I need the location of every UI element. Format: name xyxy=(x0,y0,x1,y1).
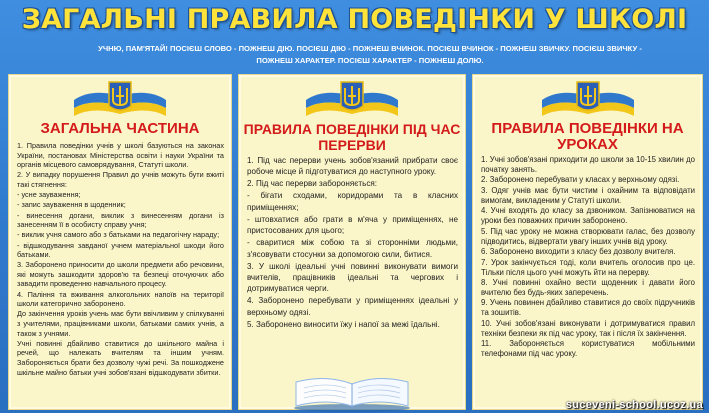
rule-item: 3. Одяг учнів має бути чистим і охайним та відповідати вимогам, викладеним у Статуті школи. xyxy=(481,185,695,205)
rule-item: 4. Заборонено перебувати у приміщеннях ідеальні у верхньому одязі. xyxy=(247,296,458,317)
panel-text xyxy=(17,141,224,378)
panel-title: ЗАГАЛЬНА ЧАСТИНА xyxy=(40,120,200,137)
trident-coat-of-arms-icon xyxy=(72,78,168,118)
rule-item: - сваритися між собою та зі сторонніми людьми, з'ясовувати стосунки за допомогою сили, битися. xyxy=(247,238,458,259)
rule-item: - відшкодування завданої учнем матеріальної шкоди його батьками. xyxy=(17,240,224,260)
panel-general xyxy=(8,74,232,410)
panel-text xyxy=(247,155,458,331)
rule-item: 9. Учень повинен дбайливо ставитися до своїх підручників та зошитів. xyxy=(481,298,695,318)
rule-item: 3. Заборонено приносити до школи предмети або речовини, які можуть зашкодити здоров'ю та безпеці оточуючих або завадити проведенню навчального процесу. xyxy=(17,260,224,289)
rule-item: 4. Учні входять до класу за дзвоником. Запізнюватися на уроки без поважних причин заборонено. xyxy=(481,206,695,226)
rule-item: 2. Заборонено перебувати у класах у верхньому одязі. xyxy=(481,175,680,185)
panel-title: ПРАВИЛА ПОВЕДІНКИ НА УРОКАХ xyxy=(491,120,684,153)
rule-item: - бігати сходами, коридорами та в класних приміщеннях; xyxy=(247,191,458,212)
rule-item: - виклик учня самого або з батьками на педагогічну нараду; xyxy=(17,230,220,240)
panel-title: ПРАВИЛА ПОВЕДІНКИ ПІД ЧАС ПЕРЕРВИ xyxy=(243,121,461,153)
rule-item: - винесення догани, виклик з винесенням догани із занесенням її в особисту справу учня; xyxy=(17,210,224,230)
rule-item: 2. Під час перерви забороняється: xyxy=(247,179,377,189)
rule-item: - запис зауваження в щоденник; xyxy=(17,200,126,210)
rule-item: 6. Заборонено виходити з класу без дозволу вчителя. xyxy=(481,247,676,257)
rule-item: 5. Під час уроку не можна створювати галас, без дозволу підводитись, відвертати увагу інших учнів від уроку. xyxy=(481,226,695,246)
panel-lessons xyxy=(472,74,703,410)
rule-item: До закінчення уроків учень має бути ввічливим у спілкуванні з учителями, працівниками школи, батьками самих учнів, а також з учнями. xyxy=(17,309,224,338)
rule-item: 1. Правила поведінки учнів у школі базуються на законах України, постановах Міністерства освіти і науки України та органів місцевого самоврядування, Статуті школи. xyxy=(17,141,224,170)
trident-coat-of-arms-icon xyxy=(540,78,636,118)
rule-item: 4. Паління та вживання алкогольних напоїв на території школи категорично заборонено. xyxy=(17,289,224,309)
rule-item: 8. Учні повинні охайно вести щоденник і давати його вчителю без будь-яких заперечень. xyxy=(481,278,695,297)
poster-motto: УЧНЮ, ПАМ'ЯТАЙ! ПОСІЄШ СЛОВО - ПОЖНЕШ ДІЮ. ПОСІЄШ ДІЮ - ПОЖНЕШ ВЧИНОК. ПОСІЄШ ВЧИНОК - ПОЖНЕШ ЗВИЧКУ. ПОСІЄШ ЗВИЧКУ - ПОЖНЕШ ХАРАКТЕР. ПОСІЄШ ХАРАКТЕР - ПОЖНЕШ ДОЛЮ. xyxy=(98,44,642,65)
panel-break xyxy=(238,74,466,410)
rule-item: 1. Під час перерви учень зобов'язаний прибрати своє робоче місце й підготуватися до наступного уроку. xyxy=(247,156,458,177)
watermark: suceveni-school.ucoz.ua xyxy=(565,399,703,411)
rule-item: 2. У випадку порушення Правил до учнів можуть бути вжиті такі стягнення: xyxy=(17,170,224,189)
rule-item: 11. Забороняється користуватися мобільними телефонами під час уроку. xyxy=(481,339,695,359)
rule-item: - усне зауваження; xyxy=(17,190,81,200)
rule-item: 7. Урок закінчується тоді, коли вчитель оголосив про це. Тільки після цього учні можуть йти на перерву. xyxy=(481,257,695,277)
open-book-icon xyxy=(290,374,414,412)
trident-coat-of-arms-icon xyxy=(304,78,400,118)
poster-title: ЗАГАЛЬНІ ПРАВИЛА ПОВЕДІНКИ У ШКОЛІ xyxy=(21,4,688,35)
rule-item: - штовхатися або грати в м'яча у приміщеннях, не пристосованих для цього; xyxy=(247,214,458,236)
rule-item: 5. Заборонено виносити їжу і напої за межі їдальні. xyxy=(247,319,440,329)
panel-text xyxy=(481,155,695,360)
rule-item: Учні повинні дбайливо ставитися до шкільного майна і речей, що належать вчителям та іншим учням. Забороняється брати без дозволу чужі речі. За пошкоджене шкільне майно батьки учні зобов'язані відшкодувати збитки. xyxy=(17,338,224,377)
rule-item: 1. Учні зобов'язані приходити до школи за 10-15 хвилин до початку занять. xyxy=(481,155,695,174)
rule-item: 10. Учні зобов'язані виконувати і дотримуватися правил техніки безпеки як під час уроку, так і після їх закінчення. xyxy=(481,318,695,338)
rule-item: 3. У школі ідеальні учні повинні виконувати вимоги вчителів, працівників ідеальні та чергових і дотримуватися черги. xyxy=(247,261,458,294)
